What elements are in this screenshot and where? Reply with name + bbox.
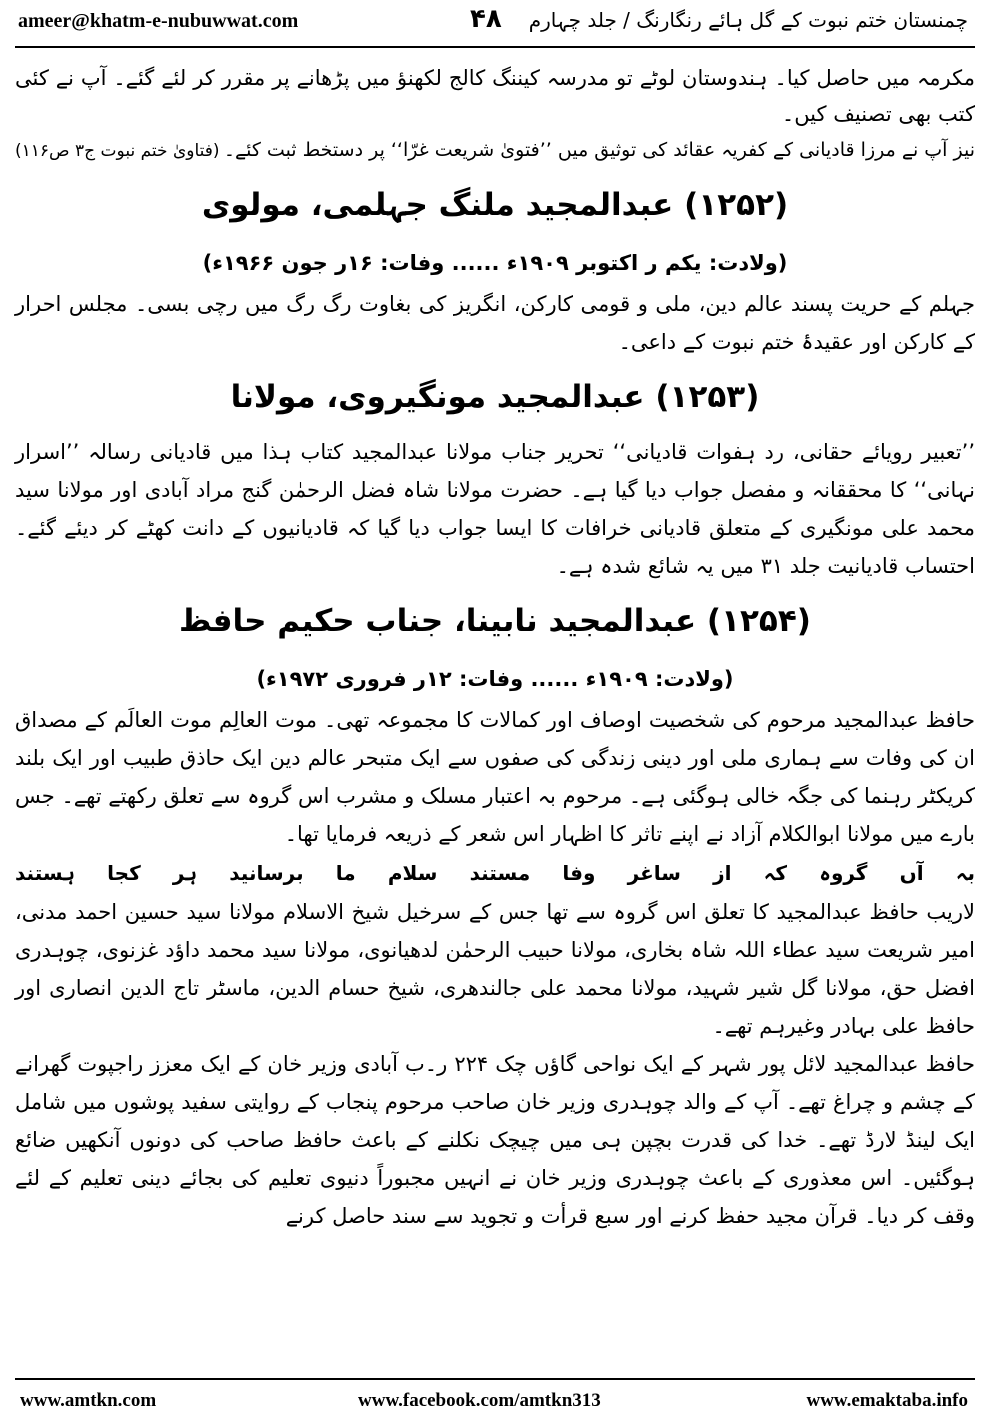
verse-word: ہستند [15, 861, 75, 885]
verse-word: ما [335, 861, 356, 885]
verse-word: کہ [763, 861, 788, 885]
verse-word: از [713, 861, 732, 885]
page-footer [0, 1382, 990, 1420]
intro-line-2: نیز آپ نے مرزا قادیانی کے کفریہ عقائد کی توثیق میں ’’فتویٰ شریعت غرّا‘‘ پر دستخط ثبت کئے۔ [223, 139, 975, 161]
verse-word: آں [899, 861, 924, 885]
verse-word: گروہ [819, 861, 868, 885]
verse-word: سلام [387, 861, 438, 885]
verse-word: برسانید [229, 861, 304, 885]
page-content [15, 60, 975, 1235]
entry-1254-paragraph-1: حافظ عبدالمجید مرحوم کی شخصیت اوصاف اور کمالات کا مجموعہ تھی۔ موت العالِم موت العالَم کے مصداق ان کی وفات سے ہماری ملی اور دینی زندگی کی صفوں سے ایک متبحر عالم دین ایک حاذق طبیب اور ایک بلند کریکٹر رہنما کی جگہ خالی ہوگئی ہے۔ مرحوم بہ اعتبار مسلک و مشرب اس گروہ سے تعلق رکھتے تھے۔ جس بارے میں مولانا ابوالکلام آزاد نے اپنے تاثر کا اظہار اس شعر کے ذریعہ فرمایا تھا۔ [15, 708, 975, 846]
entry-1254-paragraph-2: لاریب حافظ عبدالمجید کا تعلق اس گروہ سے تھا جس کے سرخیل شیخ الاسلام مولانا سید حسین احمد مدنی، امیر شریعت سید عطاء اللہ شاہ بخاری، مولانا حبیب الرحمٰن لدھیانوی، مولانا سید محمد داؤد غزنوی، چوہدری افضل حق، مولانا گل شیر شہید، مولانا محمد علی جالندھری، شیخ حسام الدین، ماسٹر تاج الدین انصاری اور حافظ علی بہادر وغیرہم تھے۔ [15, 900, 975, 1038]
entry-1253-heading: (۱۲۵۳) عبدالمجید مونگیروی، مولانا [230, 379, 760, 415]
header-rule [15, 46, 975, 48]
intro-line-2-row [15, 132, 975, 169]
header-email[interactable]: ameer@khatm-e-nubuwwat.com [18, 10, 299, 32]
footer-link-emaktaba[interactable]: www.emaktaba.info [806, 1390, 968, 1411]
entry-1254-dates: (ولادت: ۱۹۰۹ء ...... وفات: ۱۲ر فروری ۱۹۷۲ء) [256, 667, 734, 691]
page-number: ۴۸ [470, 4, 502, 34]
intro-reference: (فتاویٰ ختم نبوت ج۳ ص۱۱۶) [15, 141, 220, 161]
verse-word: مستند [469, 861, 531, 885]
verse-word: وفا [562, 861, 596, 885]
entry-1252-heading: (۱۲۵۲) عبدالمجید ملنگ جہلمی، مولوی [201, 187, 789, 223]
footer-link-amtkn[interactable]: www.amtkn.com [20, 1390, 157, 1411]
verse-word: ہر [172, 861, 198, 885]
entry-1254-paragraph-3: حافظ عبدالمجید لائل پور شہر کے ایک نواحی گاؤں چک ۲۲۴ ر۔ب آبادی وزیر خان کے ایک معزز راجپوت گھرانے کے چشم و چراغ تھے۔ آپ کے والد چوہدری وزیر خان صاحب مرحوم پنجاب کے روایتی سفید پوشوں میں شامل ایک لینڈ لارڈ تھے۔ خدا کی قدرت بچپن ہی میں چیچک نکلنے کے باعث حافظ صاحب کی دونوں آنکھیں ضائع ہوگئیں۔ اس معذوری کے باعث چوہدری وزیر خان نے انہیں مجبوراً دنیوی تعلیم کی بجائے دینی تعلیم کے لئے وقف کر دیا۔ قرآن مجید حفظ کرنے اور سبع قرأت و تجوید سے سند حاصل کرنے [15, 1052, 975, 1228]
verse-word: کجا [107, 861, 141, 885]
entry-1252-dates: (ولادت: یکم ر اکتوبر ۱۹۰۹ء ...... وفات: ۱۶ر جون ۱۹۶۶ء) [202, 251, 788, 275]
footer-rule [15, 1378, 975, 1380]
book-title: چمنستان ختم نبوت کے گل ہائے رنگارنگ / جلد چہارم [528, 8, 968, 32]
entry-1254-heading: (۱۲۵۴) عبدالمجید نابینا، جناب حکیم حافظ [179, 603, 811, 639]
verse-word: بہ [955, 861, 975, 885]
entry-1253-paragraph: ’’تعبیر رویائے حقانی، رد ہفوات قادیانی‘‘ تحریر جناب مولانا عبدالمجید کتاب ہذا میں قادیانی رسالہ ’’اسرار نہانی‘‘ کا محققانہ و مفصل جواب دیا گیا ہے۔ حضرت مولانا شاہ فضل الرحمٰن گنج مراد آبادی اور مولانا سید محمد علی مونگیری کے متعلق قادیانی خرافات کا ایسا جواب دیا گیا کہ قادیانیوں کے دانت کھٹے کر دیئے گئے۔ احتساب قادیانیت جلد ۳۱ میں یہ شائع شدہ ہے۔ [15, 440, 975, 578]
verse-word: ساغر [627, 861, 681, 885]
page-header [0, 0, 990, 44]
intro-line-1: مکرمہ میں حاصل کیا۔ ہندوستان لوٹے تو مدرسہ کیننگ کالج لکھنؤ میں پڑھانے پر مقرر کر لئے گئے۔ آپ نے کئی کتب بھی تصنیف کیں۔ [15, 66, 975, 126]
footer-link-facebook[interactable]: www.facebook.com/amtkn313 [358, 1390, 601, 1411]
persian-verse [15, 853, 975, 893]
entry-1252-paragraph: جہلم کے حریت پسند عالم دین، ملی و قومی کارکن، انگریز کی بغاوت رگ رگ میں رچی بسی۔ مجلس احرار کے کارکن اور عقیدۂ ختم نبوت کے داعی۔ [15, 292, 975, 354]
